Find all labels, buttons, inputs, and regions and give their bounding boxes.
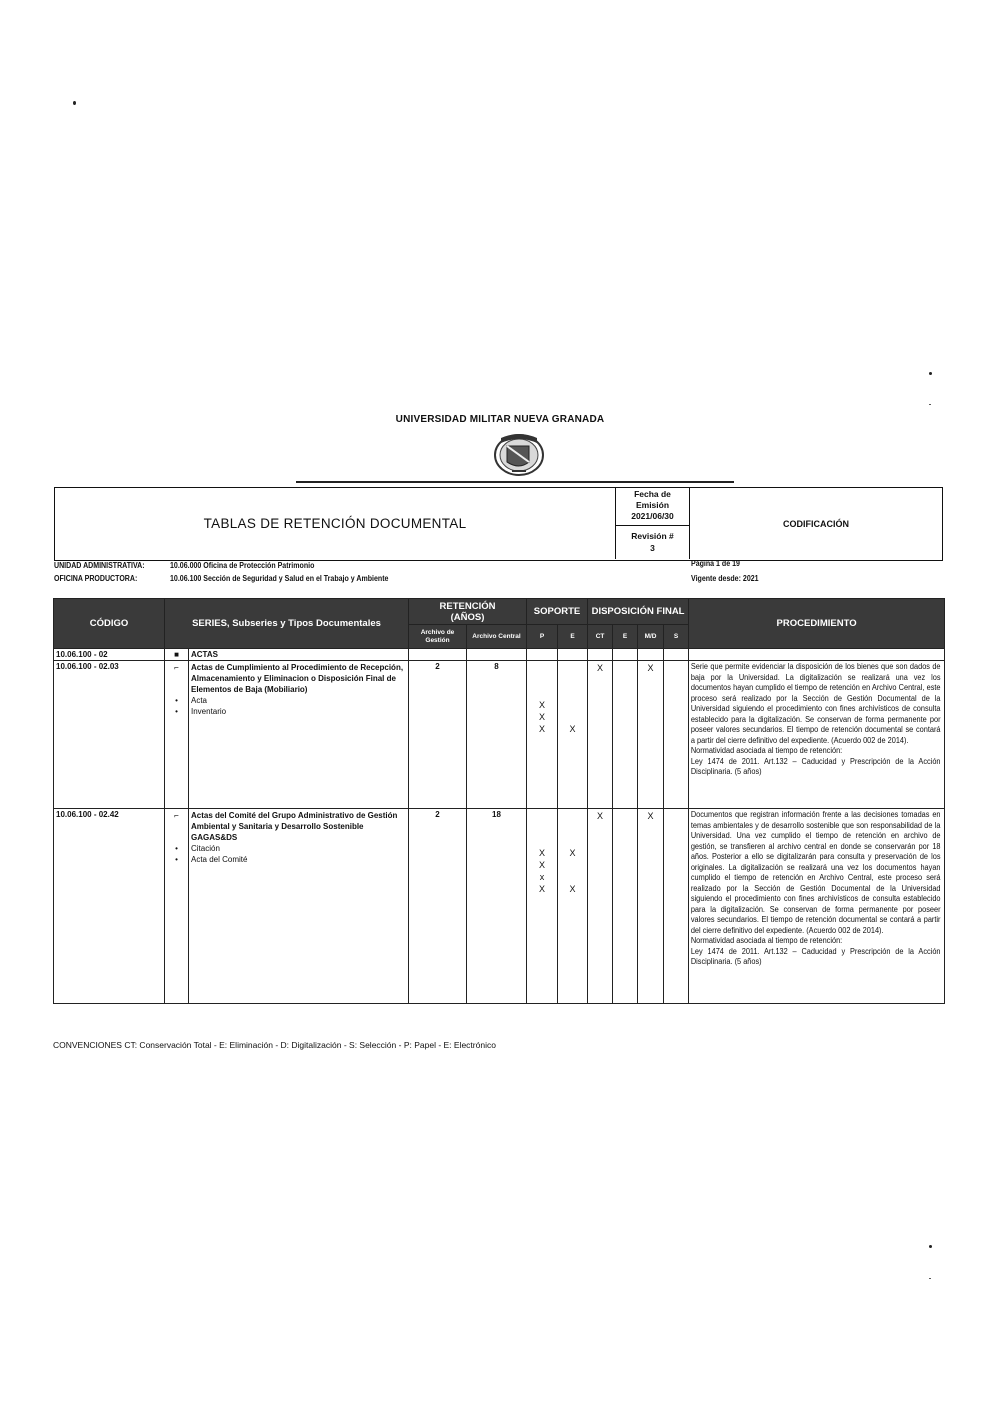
bullet-icon: • <box>175 696 178 705</box>
support-paper: X X x X <box>527 809 558 1004</box>
header-disposicion: DISPOSICIÓN FINAL <box>588 599 689 625</box>
subseries-checkbox-icon: ⌐ <box>174 811 179 820</box>
support-paper: X X X <box>527 661 558 809</box>
disposition-md: X <box>638 809 664 1004</box>
issue-date-value: 2021/06/30 <box>631 511 674 521</box>
table-row <box>54 809 945 1004</box>
procedure-norm-label: Normatividad asociada al tiempo de retención: <box>690 746 843 755</box>
subseries-title-3: GAGAS&DS <box>191 833 238 842</box>
issue-date-label-2: Emisión <box>635 500 670 510</box>
unidad-value: 10.06.000 Oficina de Protección Patrimonio <box>170 561 315 570</box>
subseries-title-2: Ambiental y Sanitaria y Desarrollo Sostenible <box>191 822 364 831</box>
retention-central: 18 <box>467 809 527 1004</box>
codification-label: CODIFICACIÓN <box>783 518 849 529</box>
procedure-law: Ley 1474 de 2011. Art.132 – Caducidad y Prescripción de la Acción Disciplinaria. (5 años) <box>690 756 941 776</box>
university-name: UNIVERSIDAD MILITAR NUEVA GRANADA <box>395 414 605 425</box>
series-marker-icon: ■ <box>165 649 189 661</box>
series-name: ACTAS <box>189 649 409 661</box>
scan-speck <box>929 404 931 405</box>
retention-central: 8 <box>467 661 527 809</box>
row-code: 10.06.100 - 02.42 <box>54 809 165 1004</box>
retention-table <box>53 598 945 1004</box>
disposition-s <box>664 809 689 1004</box>
scan-speck <box>929 372 932 375</box>
subseries-checkbox-icon: ⌐ <box>174 663 179 672</box>
conventions-legend: CONVENCIONES CT: Conservación Total - E: Eliminación - D: Digitalización - S: Selección - P: Papel - E: Electrónico <box>53 1040 496 1050</box>
procedure-text: Documentos que registran información frente a las decisiones tomadas en temas ambientales y de desarrollo sostenible que son responsabilidad de la Universidad. Una vez cumplido el tiempo de retención en archivo de gestión, se transfieren al archivo central en donde se conservarán por 18 años. Posterior a ello se digitalizarán para consulta y preservación de los originales. La digitalización se realizará una vez los documentos hayan cumplido el tiempo de retención en Archivo Central, este proceso será realizado por la Sección de Gestión Documental de la Universidad siguiendo el procedimiento con fines archivísticos de consulta establecido para la digitalización. Se conservan de forma permanente por poseer valores secundarios. El tiempo de retención documental se contará a partir del cierre definitivo del expediente. (Acuerdo 002 de 2014). <box>690 810 941 935</box>
disposition-s <box>664 661 689 809</box>
page-number: Página 1 de 19 <box>691 559 740 568</box>
header-e: E <box>558 625 588 649</box>
title-underline <box>296 481 734 483</box>
header-archivo-gestion-2: Gestión <box>425 636 450 644</box>
scan-speck <box>929 1278 931 1279</box>
header-anos-label: (AÑOS) <box>450 611 485 623</box>
scan-speck <box>929 1245 932 1248</box>
disposition-ct: X <box>588 809 613 1004</box>
procedure-cell <box>689 809 945 1004</box>
scan-speck <box>73 101 76 105</box>
procedure-text: Serie que permite evidenciar la disposición de los bienes que son dados de baja por la Universidad. La digitalización se realizará una vez los documentos hayan cumplido el tiempo de retención en Archivo Central, este proceso será realizado por la Sección de Gestión Documental de la Universidad siguiendo el procedimiento con fines archivísticos de consulta establecido para la digitalización. Se conservan de forma permanente por poseer valores secundarios. El tiempo de retención documental se contará a partir del cierre definitivo del expediente. (Acuerdo 002 de 2014). <box>690 662 941 745</box>
series-row <box>54 649 945 661</box>
revision-box <box>616 526 689 554</box>
disposition-e <box>613 809 638 1004</box>
bullet-icon: • <box>175 844 178 853</box>
document-header <box>54 487 943 561</box>
subseries-title-1: Actas del Comité del Grupo Administrativo de Gestión <box>191 811 398 820</box>
document-type: Inventario <box>191 707 227 716</box>
header-retencion <box>409 599 527 625</box>
row-series <box>189 661 409 809</box>
disposition-e <box>613 661 638 809</box>
bullet-icon: • <box>175 855 178 864</box>
row-series <box>189 809 409 1004</box>
header-e-eliminacion: E <box>613 625 638 649</box>
subseries-title-1: Actas de Cumplimiento al Procedimiento de Recepción, <box>191 663 404 672</box>
bullet-icon: • <box>175 707 178 716</box>
header-s: S <box>664 625 689 649</box>
row-markers <box>165 661 189 809</box>
disposition-ct: X <box>588 661 613 809</box>
header-retencion-label: RETENCIÓN <box>439 600 496 612</box>
header-ct: CT <box>588 625 613 649</box>
header-middle <box>615 488 690 559</box>
header-p: P <box>527 625 558 649</box>
header-procedimiento: PROCEDIMIENTO <box>689 599 945 649</box>
row-markers <box>165 809 189 1004</box>
header-series: SERIES, Subseries y Tipos Documentales <box>165 599 409 649</box>
issue-date-box <box>616 488 689 526</box>
series-code: 10.06.100 - 02 <box>54 649 165 661</box>
document-type: Acta del Comité <box>191 855 248 864</box>
document-title: TABLAS DE RETENCIÓN DOCUMENTAL <box>203 516 467 531</box>
table-row <box>54 661 945 809</box>
header-md: M/D <box>638 625 664 649</box>
retention-gestion: 2 <box>409 661 467 809</box>
header-soporte: SOPORTE <box>527 599 588 625</box>
subseries-title-2: Almacenamiento y Eliminacion o Disposición Final de <box>191 674 396 683</box>
procedure-norm-label: Normatividad asociada al tiempo de retención: <box>690 936 843 945</box>
support-electronic: X <box>558 661 588 809</box>
oficina-label: OFICINA PRODUCTORA: <box>54 574 138 583</box>
support-electronic: X X <box>558 809 588 1004</box>
row-code: 10.06.100 - 02.03 <box>54 661 165 809</box>
procedure-cell <box>689 661 945 809</box>
university-seal-icon <box>492 430 546 478</box>
subseries-title-3: Elementos de Baja (Mobiliario) <box>191 685 308 694</box>
header-archivo-gestion-1: Archivo de <box>420 628 455 636</box>
issue-date-label-1: Fecha de <box>634 489 671 499</box>
revision-value: 3 <box>650 543 655 553</box>
document-type: Acta <box>191 696 208 705</box>
header-codigo: CÓDIGO <box>54 599 165 649</box>
retention-gestion: 2 <box>409 809 467 1004</box>
header-archivo-gestion <box>409 625 467 649</box>
revision-label: Revisión # <box>631 531 674 541</box>
procedure-law: Ley 1474 de 2011. Art.132 – Caducidad y Prescripción de la Acción Disciplinaria. (5 años) <box>690 946 941 966</box>
header-archivo-central: Archivo Central <box>467 625 527 649</box>
unidad-label: UNIDAD ADMINISTRATIVA: <box>54 561 145 570</box>
oficina-value: 10.06.100 Sección de Seguridad y Salud en el Trabajo y Ambiente <box>170 574 389 583</box>
valid-from: Vigente desde: 2021 <box>691 574 759 583</box>
document-type: Citación <box>191 844 220 853</box>
disposition-md: X <box>638 661 664 809</box>
